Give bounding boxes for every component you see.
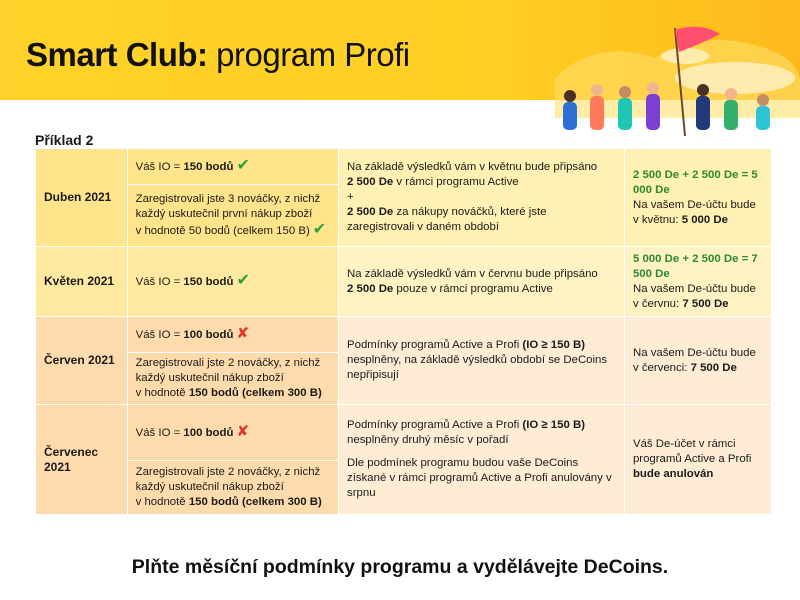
account-text: Váš De-účet v rámci programů Active a Profi	[632, 438, 752, 465]
account-value: bude anulován	[632, 468, 714, 480]
account-value: 5 000 De	[681, 213, 728, 226]
result-line	[347, 175, 616, 190]
result-plus: +	[347, 191, 354, 203]
io-prefix: Váš IO =	[135, 161, 184, 173]
title-bold: Smart Club:	[26, 36, 208, 73]
io-cerven	[127, 317, 338, 353]
result-cerven	[339, 317, 625, 405]
row-cervenec-io	[36, 405, 772, 461]
recruit-line: každý uskutečnil nákup zboží	[135, 481, 284, 493]
io-kveten	[127, 247, 338, 317]
recruit-prefix: v hodnotě	[135, 387, 189, 399]
result-line	[347, 205, 616, 220]
io-duben	[127, 149, 338, 185]
io-value: 150 bodů	[183, 276, 234, 288]
result-line: Na základě výsledků vám v červnu bude připsáno	[347, 267, 598, 280]
result-condition: (IO ≥ 150 B)	[522, 419, 585, 431]
result-amount: 2 500 De	[347, 282, 394, 295]
row-duben-io	[36, 149, 772, 185]
result-text: Podmínky programů Active a Profi	[347, 339, 523, 351]
io-value: 150 bodů	[183, 161, 234, 173]
recruit-value: 150 bodů (celkem 300 B)	[188, 496, 322, 508]
check-icon: ✔	[236, 157, 250, 174]
recruits-cerven	[127, 353, 338, 405]
result-amount: 2 500 De	[347, 176, 394, 188]
result-text: Podmínky programů Active a Profi	[347, 419, 523, 431]
check-icon: ✔	[312, 221, 327, 238]
account-cervenec	[624, 405, 771, 515]
io-prefix: Váš IO =	[135, 329, 184, 341]
recruit-line: každý uskutečnil nákup zboží	[135, 372, 284, 384]
cross-icon: ✘	[236, 423, 250, 440]
result-line: nesplněny, na základě výsledků období se DeCoins nepřipisují	[347, 354, 608, 381]
recruit-line: každý uskutečnil první nákup zboží	[135, 208, 313, 220]
check-icon: ✔	[236, 272, 250, 289]
io-prefix: Váš IO =	[135, 276, 184, 288]
month-cervenec: Červenec 2021	[36, 405, 128, 515]
account-duben	[624, 149, 771, 247]
recruit-line: Zaregistrovali jste 2 nováčky, z nichž	[135, 357, 321, 369]
account-value: 7 500 De	[690, 361, 737, 374]
account-formula: 2 500 De + 2 500 De = 5 000 De	[632, 168, 758, 196]
recruits-cervenec	[127, 461, 338, 515]
recruit-prefix: v hodnotě	[135, 496, 189, 508]
result-amount: 2 500 De	[347, 206, 394, 218]
account-text: Na vašem De-účtu bude v červenci:	[632, 346, 756, 374]
io-value: 100 bodů	[183, 329, 234, 341]
recruit-value: 150 bodů (celkem 300 B)	[188, 387, 322, 399]
recruit-line: v hodnotě 50 bodů (celkem 150 B)	[135, 225, 310, 237]
result-condition: (IO ≥ 150 B)	[522, 339, 585, 351]
recruit-line: Zaregistrovali jste 2 nováčky, z nichž	[135, 466, 321, 478]
result-text: za nákupy nováčků, které jste	[393, 206, 547, 218]
account-cerven	[624, 317, 771, 405]
celebrating-people-illustration	[535, 18, 800, 148]
result-line: Na základě výsledků vám v květnu bude připsáno	[347, 161, 598, 173]
result-cervenec	[339, 405, 625, 515]
account-kveten	[624, 247, 771, 317]
month-cerven: Červen 2021	[36, 317, 128, 405]
cross-icon: ✘	[236, 325, 250, 342]
recruits-duben	[127, 185, 338, 247]
footer-slogan: Plňte měsíční podmínky programu a vydělávejte DeCoins.	[131, 556, 669, 578]
row-cerven-io	[36, 317, 772, 353]
result-kveten	[339, 247, 625, 317]
account-formula: 5 000 De + 2 500 De = 7 500 De	[632, 252, 758, 280]
result-duben	[339, 149, 625, 247]
page-title	[26, 36, 410, 74]
month-kveten: Květen 2021	[36, 247, 128, 317]
account-value: 7 500 De	[682, 297, 729, 310]
row-kveten	[36, 247, 772, 317]
title-regular: program Profi	[207, 36, 410, 73]
recruit-line: Zaregistrovali jste 3 nováčky, z nichž	[135, 193, 321, 205]
example-label: Příklad 2	[35, 132, 94, 148]
example-table	[35, 148, 772, 515]
result-text: v rámci programu Active	[393, 176, 519, 188]
io-value: 100 bodů	[183, 427, 234, 439]
io-prefix: Váš IO =	[135, 427, 184, 439]
account-text: Na vašem De-účtu bude v červnu:	[632, 282, 756, 310]
result-line: nesplněny druhý měsíc v pořadí	[347, 434, 509, 446]
io-cervenec	[127, 405, 338, 461]
result-line: zaregistrovali v daném období	[347, 221, 499, 233]
month-duben: Duben 2021	[36, 149, 128, 247]
result-line: Dle podmínek programu budou vaše DeCoins získané v rámci programů Active a Profi anulovány v srpnu	[347, 457, 612, 499]
result-text: pouze v rámci programu Active	[393, 282, 553, 295]
account-text: Na vašem De-účtu bude v květnu:	[632, 198, 756, 226]
